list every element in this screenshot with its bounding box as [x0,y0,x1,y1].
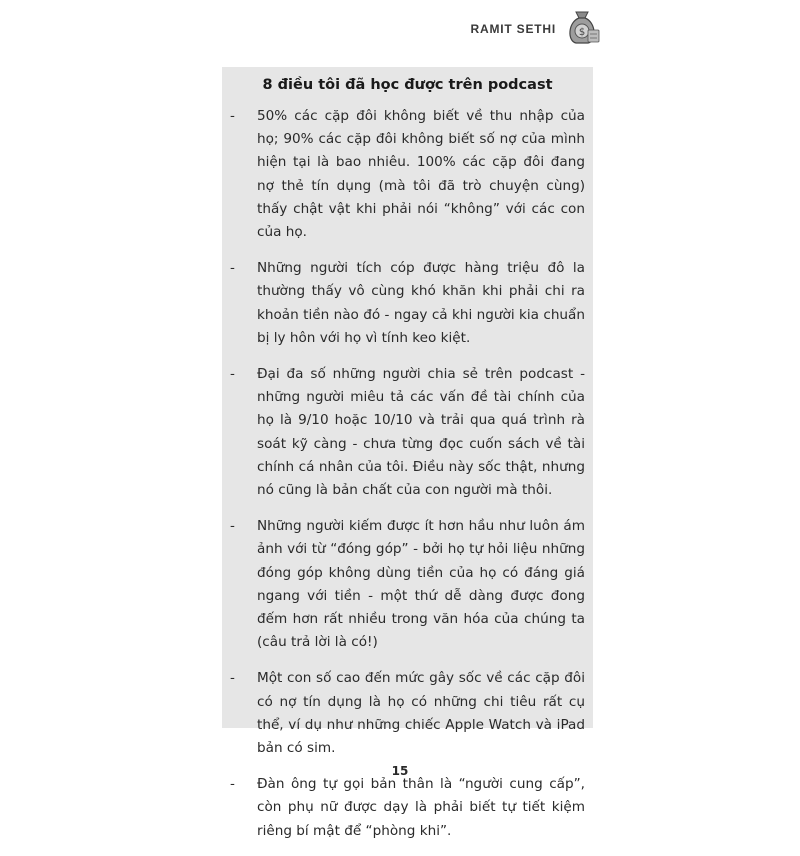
bullet-dash: - [230,776,235,793]
running-header [471,8,600,46]
list-item [222,773,593,843]
list-item-text: Những người kiếm được ít hơn hầu như luôn ám ảnh với từ “đóng góp” - bởi họ tự hỏi liệu những đóng góp không dùng tiền của họ có đáng giá ngang với tiền - một thứ dễ dàng được đong đếm hơn rất nhiều trong văn hóa của chúng ta (câu trả lời là có!) [257,518,585,651]
bullet-dash: - [230,108,235,124]
svg-text:$: $ [578,27,586,38]
money-bag-icon [564,8,600,46]
list-item [222,667,593,760]
box-title: 8 điều tôi đã học được trên podcast [262,77,553,93]
list-item [222,363,593,502]
bullet-dash: - [230,260,235,277]
bullet-dash: - [230,366,235,383]
author-name: RAMIT SETHI [470,22,556,36]
list-item [222,105,593,244]
page-number: 15 [391,764,409,778]
list-item-text: 50% các cặp đôi không biết về thu nhập của họ; 90% các cặp đôi không biết số nợ của mình hiện tại là bao nhiêu. 100% các cặp đôi đang nợ thẻ tín dụng (mà tôi đã trò chuyện cùng) thấy chật vật khi phải nói “không” với các con của họ. [257,108,585,241]
list-item [222,515,593,654]
list-item-text: Những người tích cóp được hàng triệu đô la thường thấy vô cùng khó khăn khi phải chi ra khoản tiền nào đó - ngay cả khi người kia chuẩn bị ly hôn với họ vì tính keo kiệt. [257,260,585,346]
list-item-text: Đại đa số những người chia sẻ trên podcast - những người miêu tả các vấn đề tài chính của họ là 9/10 hoặc 10/10 và trải qua quá trình rà soát kỹ càng - chưa từng đọc cuốn sách về tài chính cá nhân của tôi. Điều này sốc thật, nhưng nó cũng là bản chất của con người mà thôi. [257,366,585,499]
list-item-text: Một con số cao đến mức gây sốc về các cặp đôi có nợ tín dụng là họ có những chi tiêu rất cụ thể, ví dụ như những chiếc Apple Watch và iPad bản có sim. [257,670,585,757]
bullet-dash: - [230,518,235,535]
bullet-dash: - [230,670,235,687]
lessons-list [222,105,593,856]
list-item [222,257,593,350]
list-item-text: Đàn ông tự gọi bản thân là “người cung cấp”, còn phụ nữ được dạy là phải biết tự tiết kiệm riêng bí mật để “phòng khi”. [257,776,585,839]
